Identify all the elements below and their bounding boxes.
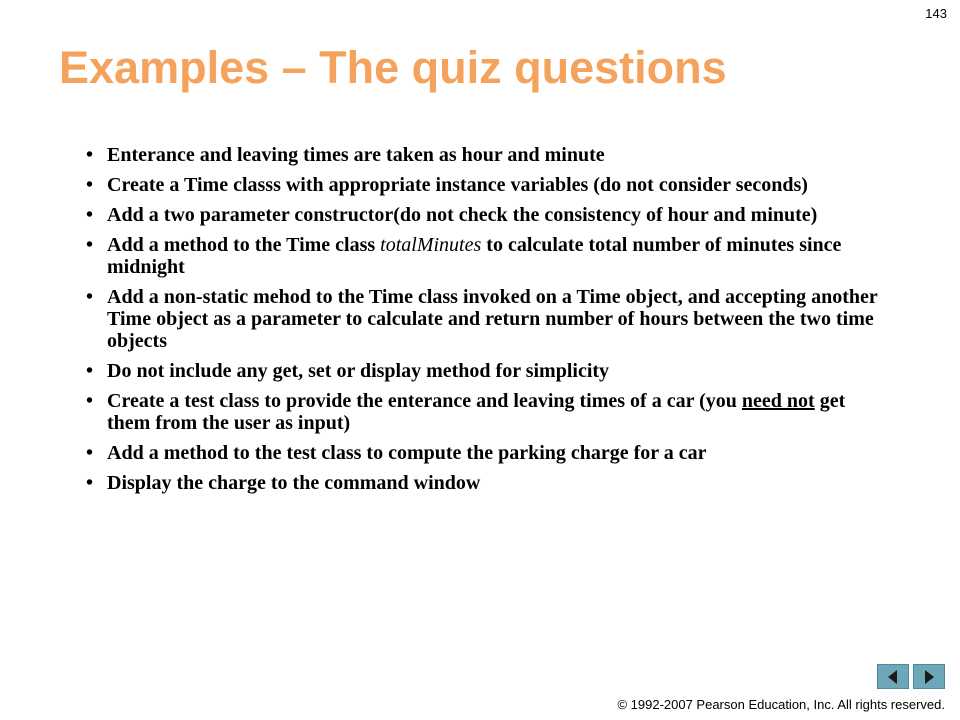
bullet-item <box>86 144 886 166</box>
bullet-marker: • <box>86 360 94 382</box>
triangle-right-icon <box>921 669 937 685</box>
bullet-marker: • <box>86 234 94 256</box>
bullet-text-before: Create a test class to provide the enterance and leaving times of a car (you <box>107 390 742 412</box>
page-number: 143 <box>925 6 947 21</box>
bullet-marker: • <box>86 174 94 196</box>
bullet-text: Add a non-static mehod to the Time class invoked on a Time object, and accepting another Time object as a parameter to calculate and return number of hours between the two time objects <box>107 286 878 352</box>
bullet-marker: • <box>86 472 94 494</box>
bullet-text: Add a two parameter constructor(do not check the consistency of hour and minute) <box>107 204 818 226</box>
bullet-marker: • <box>86 204 94 226</box>
underlined-phrase: need not <box>741 390 815 412</box>
bullet-item <box>86 174 886 196</box>
bullet-marker: • <box>86 442 94 464</box>
bullet-text: Do not include any get, set or display method for simplicity <box>107 360 610 382</box>
bullet-item <box>86 360 886 382</box>
slide-navigation <box>877 664 945 689</box>
bullet-item <box>86 204 886 226</box>
bullet-item <box>86 234 886 278</box>
bullet-list <box>86 144 886 502</box>
bullet-text-after: to calculate total number of minutes since midnight <box>107 234 842 278</box>
bullet-item <box>86 390 886 434</box>
bullet-text: Display the charge to the command window <box>107 472 481 494</box>
bullet-item <box>86 472 886 494</box>
bullet-marker: • <box>86 144 94 166</box>
bullet-text-before: Add a method to the Time class <box>107 234 381 256</box>
bullet-text: Create a Time classs with appropriate instance variables (do not consider seconds) <box>107 174 808 196</box>
bullet-text-after: get them from the user as input) <box>107 390 846 434</box>
next-slide-button[interactable] <box>913 664 945 689</box>
bullet-marker: • <box>86 390 94 412</box>
bullet-item <box>86 442 886 464</box>
bullet-text: Enterance and leaving times are taken as hour and minute <box>107 144 605 166</box>
method-name: totalMinutes <box>380 234 482 256</box>
bullet-text: Add a method to the test class to compute the parking charge for a car <box>107 442 707 464</box>
slide-title: Examples – The quiz questions <box>59 42 727 93</box>
copyright-notice: © 1992-2007 Pearson Education, Inc. All rights reserved. <box>617 697 945 712</box>
bullet-item <box>86 286 886 352</box>
previous-slide-button[interactable] <box>877 664 909 689</box>
triangle-left-icon <box>885 669 901 685</box>
bullet-marker: • <box>86 286 94 308</box>
